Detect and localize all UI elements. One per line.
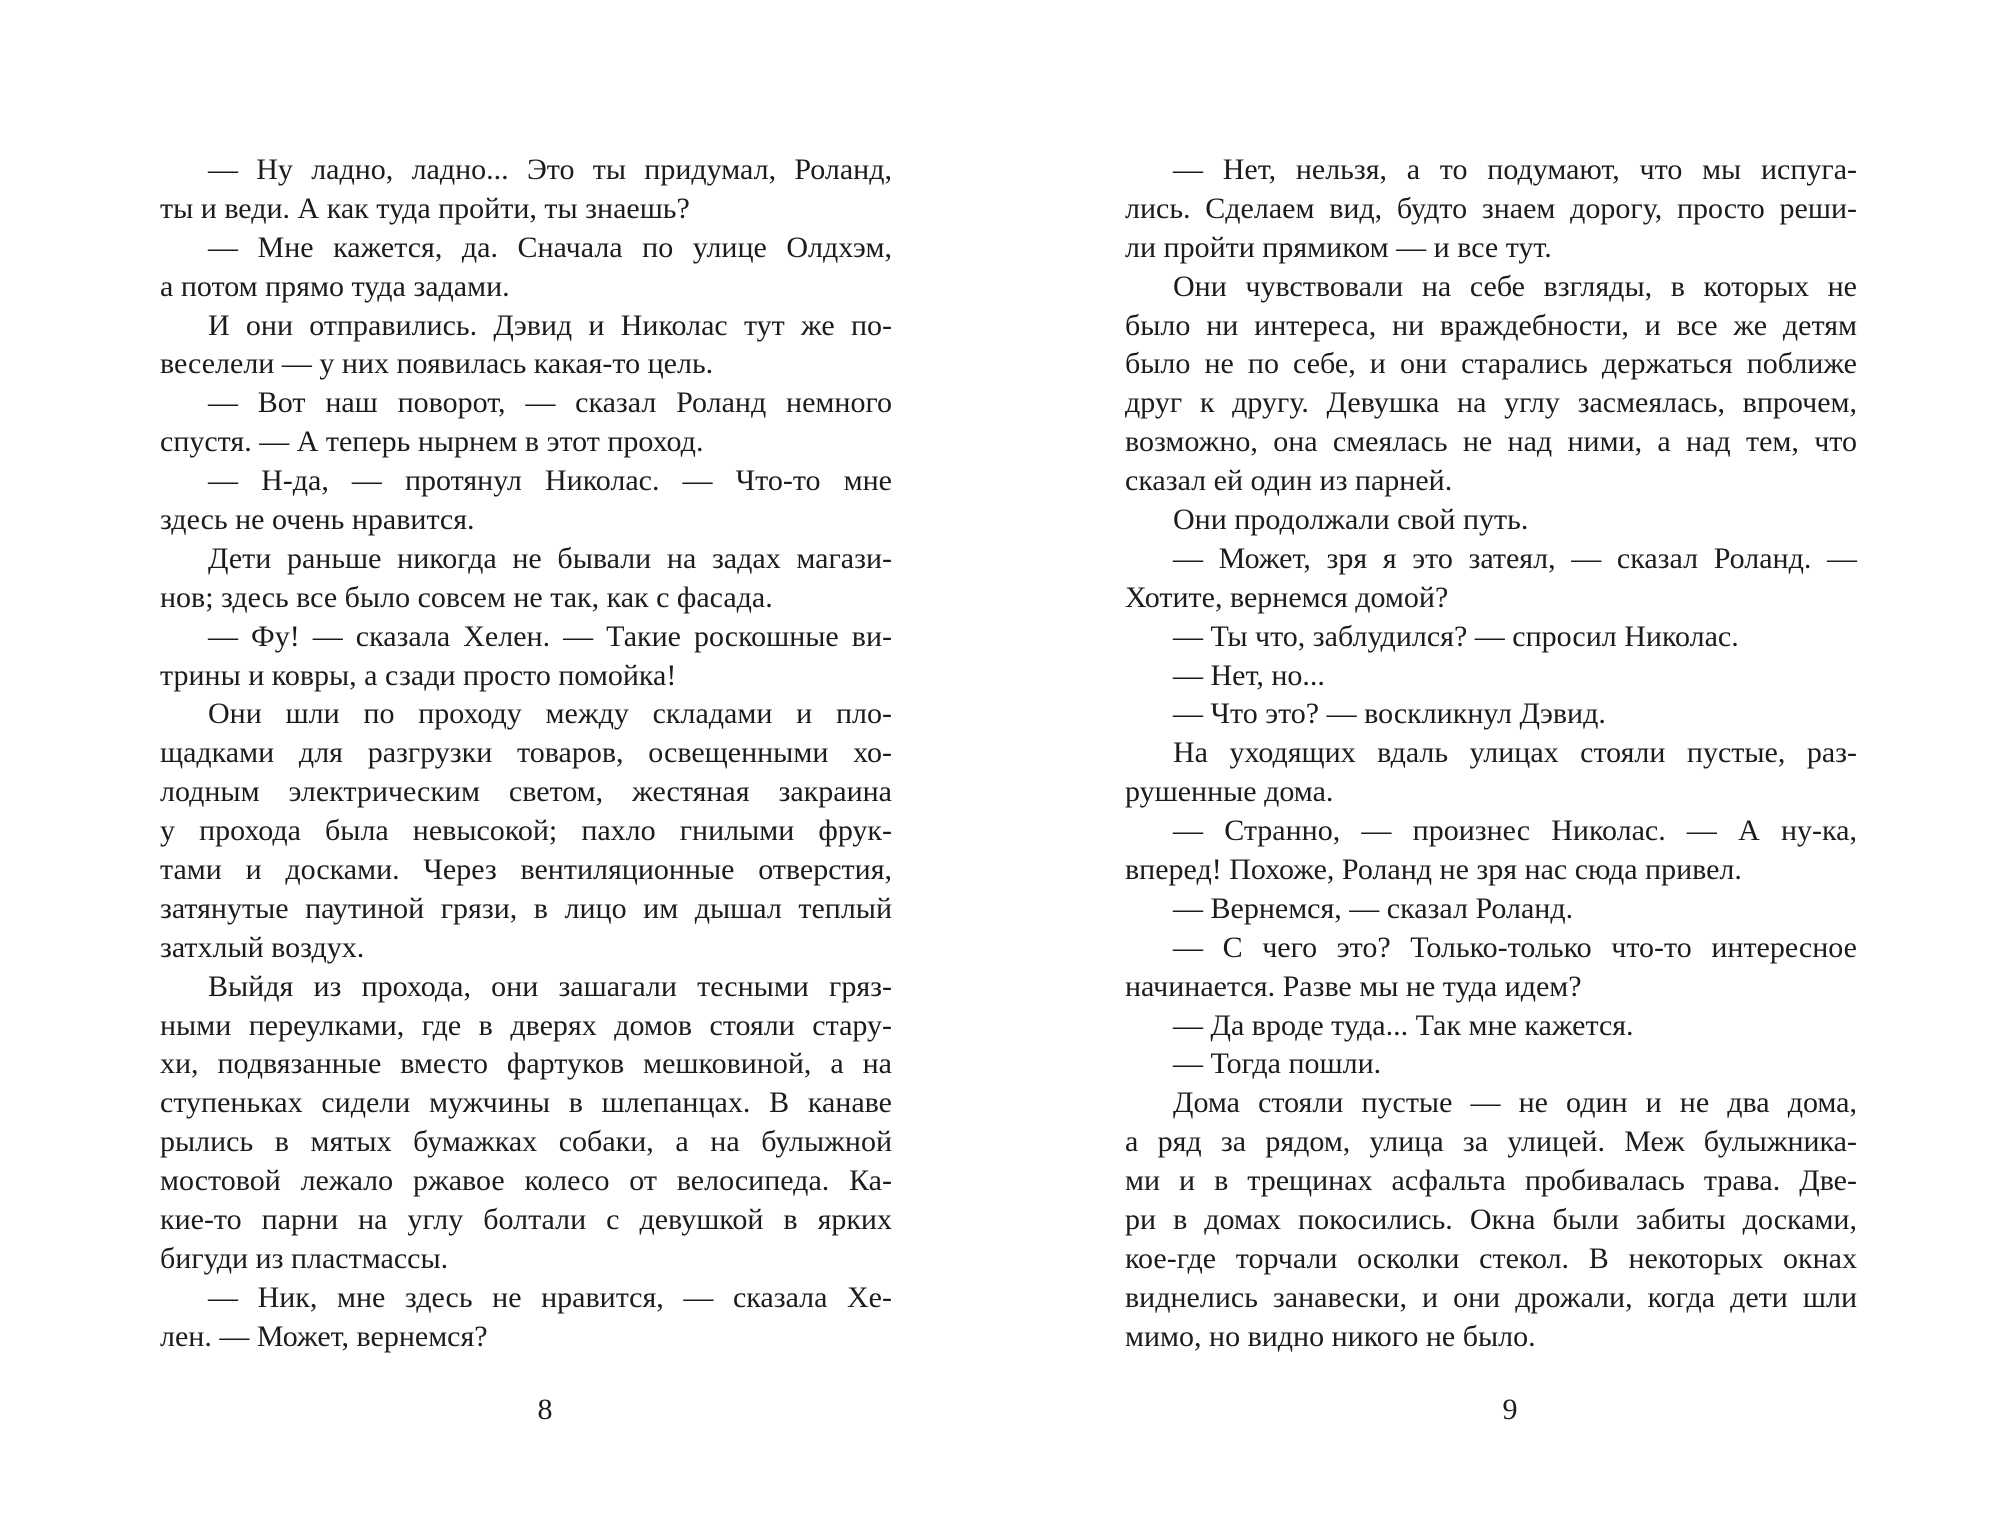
text-line: сказал ей один из парней. xyxy=(1125,464,1453,498)
text-line: мостовой лежало ржавое колесо от велосипеда. Ка- xyxy=(160,1164,892,1198)
text-line: — Фу! — сказала Хелен. — Такие роскошные ви- xyxy=(208,619,892,653)
text-line: лодным электрическим светом, жестяная закраина xyxy=(160,775,892,809)
text-line: Они чувствовали на себе взгляды, в которых не xyxy=(1173,269,1857,303)
text-line: ными переулками, где в дверях домов стояли стару- xyxy=(160,1008,892,1042)
text-line: рылись в мятых бумажках собаки, а на булыжной xyxy=(160,1125,892,1159)
text-line: — Мне кажется, да. Сначала по улице Олдхэм, xyxy=(208,230,892,264)
right-page-text xyxy=(1125,151,1857,1357)
right-page-number: 9 xyxy=(1502,1393,1518,1426)
text-line: лен. — Может, вернемся? xyxy=(160,1319,488,1353)
text-line: — Тогда пошли. xyxy=(1173,1047,1382,1081)
text-line: рушенные дома. xyxy=(1125,775,1334,809)
text-line: — Вот наш поворот, — сказал Роланд немного xyxy=(208,386,892,420)
text-line: Они продолжали свой путь. xyxy=(1173,503,1529,537)
text-line: — Ты что, заблудился? — спросил Николас. xyxy=(1173,619,1739,653)
text-line: трины и ковры, а сзади просто помойка! xyxy=(160,658,677,692)
text-line: ты и веди. А как туда пройти, ты знаешь? xyxy=(160,191,690,225)
text-line: — Нет, но... xyxy=(1173,658,1325,692)
text-line: ри в домах покосились. Окна были забиты досками, xyxy=(1125,1203,1857,1237)
text-line: веселели — у них появилась какая-то цель. xyxy=(160,347,714,381)
text-line: ступеньках сидели мужчины в шлепанцах. В канаве xyxy=(160,1086,892,1120)
text-line: мимо, но видно никого не было. xyxy=(1125,1319,1536,1353)
text-line: друг к другу. Девушка на углу засмеялась, впрочем, xyxy=(1125,386,1857,420)
text-line: щадками для разгрузки товаров, освещенными хо- xyxy=(160,736,892,770)
text-line: было не по себе, и они старались держаться поближе xyxy=(1125,347,1857,381)
text-line: Они шли по проходу между складами и пло- xyxy=(208,697,892,731)
text-line: спустя. — А теперь нырнем в этот проход. xyxy=(160,425,704,459)
text-line: у прохода была невысокой; пахло гнилыми фрук- xyxy=(160,814,892,848)
text-line: ли пройти прямиком — и все тут. xyxy=(1125,230,1552,264)
text-line: бигуди из пластмассы. xyxy=(160,1241,449,1275)
text-line: хи, подвязанные вместо фартуков мешковиной, а на xyxy=(160,1047,892,1081)
text-line: кое-где торчали осколки стекол. В некоторых окнах xyxy=(1125,1241,1857,1275)
text-line: — Что это? — воскликнул Дэвид. xyxy=(1173,697,1606,731)
text-line: — Ну ладно, ладно... Это ты придумал, Роланд, xyxy=(208,153,892,186)
right-page xyxy=(1000,0,2000,1518)
text-line: — С чего это? Только-только что-то интересное xyxy=(1173,930,1857,964)
text-line: затянутые паутиной грязи, в лицо им дышал теплый xyxy=(160,891,892,925)
text-line: — Н-да, — протянул Николас. — Что-то мне xyxy=(208,464,892,498)
text-line: — Нет, нельзя, а то подумают, что мы испуга- xyxy=(1173,153,1857,186)
text-line: — Странно, — произнес Николас. — А ну-ка, xyxy=(1173,814,1857,848)
text-line: вперед! Похоже, Роланд не зря нас сюда привел. xyxy=(1125,853,1742,887)
text-line: здесь не очень нравится. xyxy=(160,503,475,537)
text-line: а ряд за рядом, улица за улицей. Меж булыжника- xyxy=(1125,1125,1857,1159)
text-line: Дома стояли пустые — не один и не два дома, xyxy=(1173,1086,1857,1120)
text-line: — Ник, мне здесь не нравится, — сказала Хе- xyxy=(208,1280,892,1314)
left-page-number: 8 xyxy=(537,1393,553,1426)
text-line: На уходящих вдаль улицах стояли пустые, раз- xyxy=(1173,736,1857,770)
text-line: — Да вроде туда... Так мне кажется. xyxy=(1173,1008,1634,1042)
text-line: затхлый воздух. xyxy=(160,930,365,964)
text-line: — Может, зря я это затеял, — сказал Роланд. — xyxy=(1173,541,1857,575)
text-line: Дети раньше никогда не бывали на задах магази- xyxy=(208,541,892,575)
text-line: тами и досками. Через вентиляционные отверстия, xyxy=(160,853,892,887)
text-line: было ни интереса, ни враждебности, и все же детям xyxy=(1125,308,1857,342)
text-line: кие-то парни на углу болтали с девушкой в ярких xyxy=(160,1203,892,1237)
left-page-text xyxy=(160,151,892,1357)
text-line: И они отправились. Дэвид и Николас тут же по- xyxy=(208,308,892,342)
text-line: лись. Сделаем вид, будто знаем дорогу, просто реши- xyxy=(1125,191,1857,225)
text-line: начинается. Разве мы не туда идем? xyxy=(1125,969,1582,1003)
text-line: возможно, она смеялась не над ними, а над тем, что xyxy=(1125,425,1857,459)
text-line: ми и в трещинах асфальта пробивалась трава. Две- xyxy=(1125,1164,1857,1198)
text-line: Хотите, вернемся домой? xyxy=(1125,580,1449,614)
text-line: нов; здесь все было совсем не так, как с фасада. xyxy=(160,580,773,614)
text-line: виднелись занавески, и они дрожали, когда дети шли xyxy=(1125,1280,1857,1314)
text-line: Выйдя из прохода, они зашагали тесными гряз- xyxy=(208,969,892,1003)
text-line: — Вернемся, — сказал Роланд. xyxy=(1173,891,1574,925)
text-line: а потом прямо туда задами. xyxy=(160,269,510,303)
